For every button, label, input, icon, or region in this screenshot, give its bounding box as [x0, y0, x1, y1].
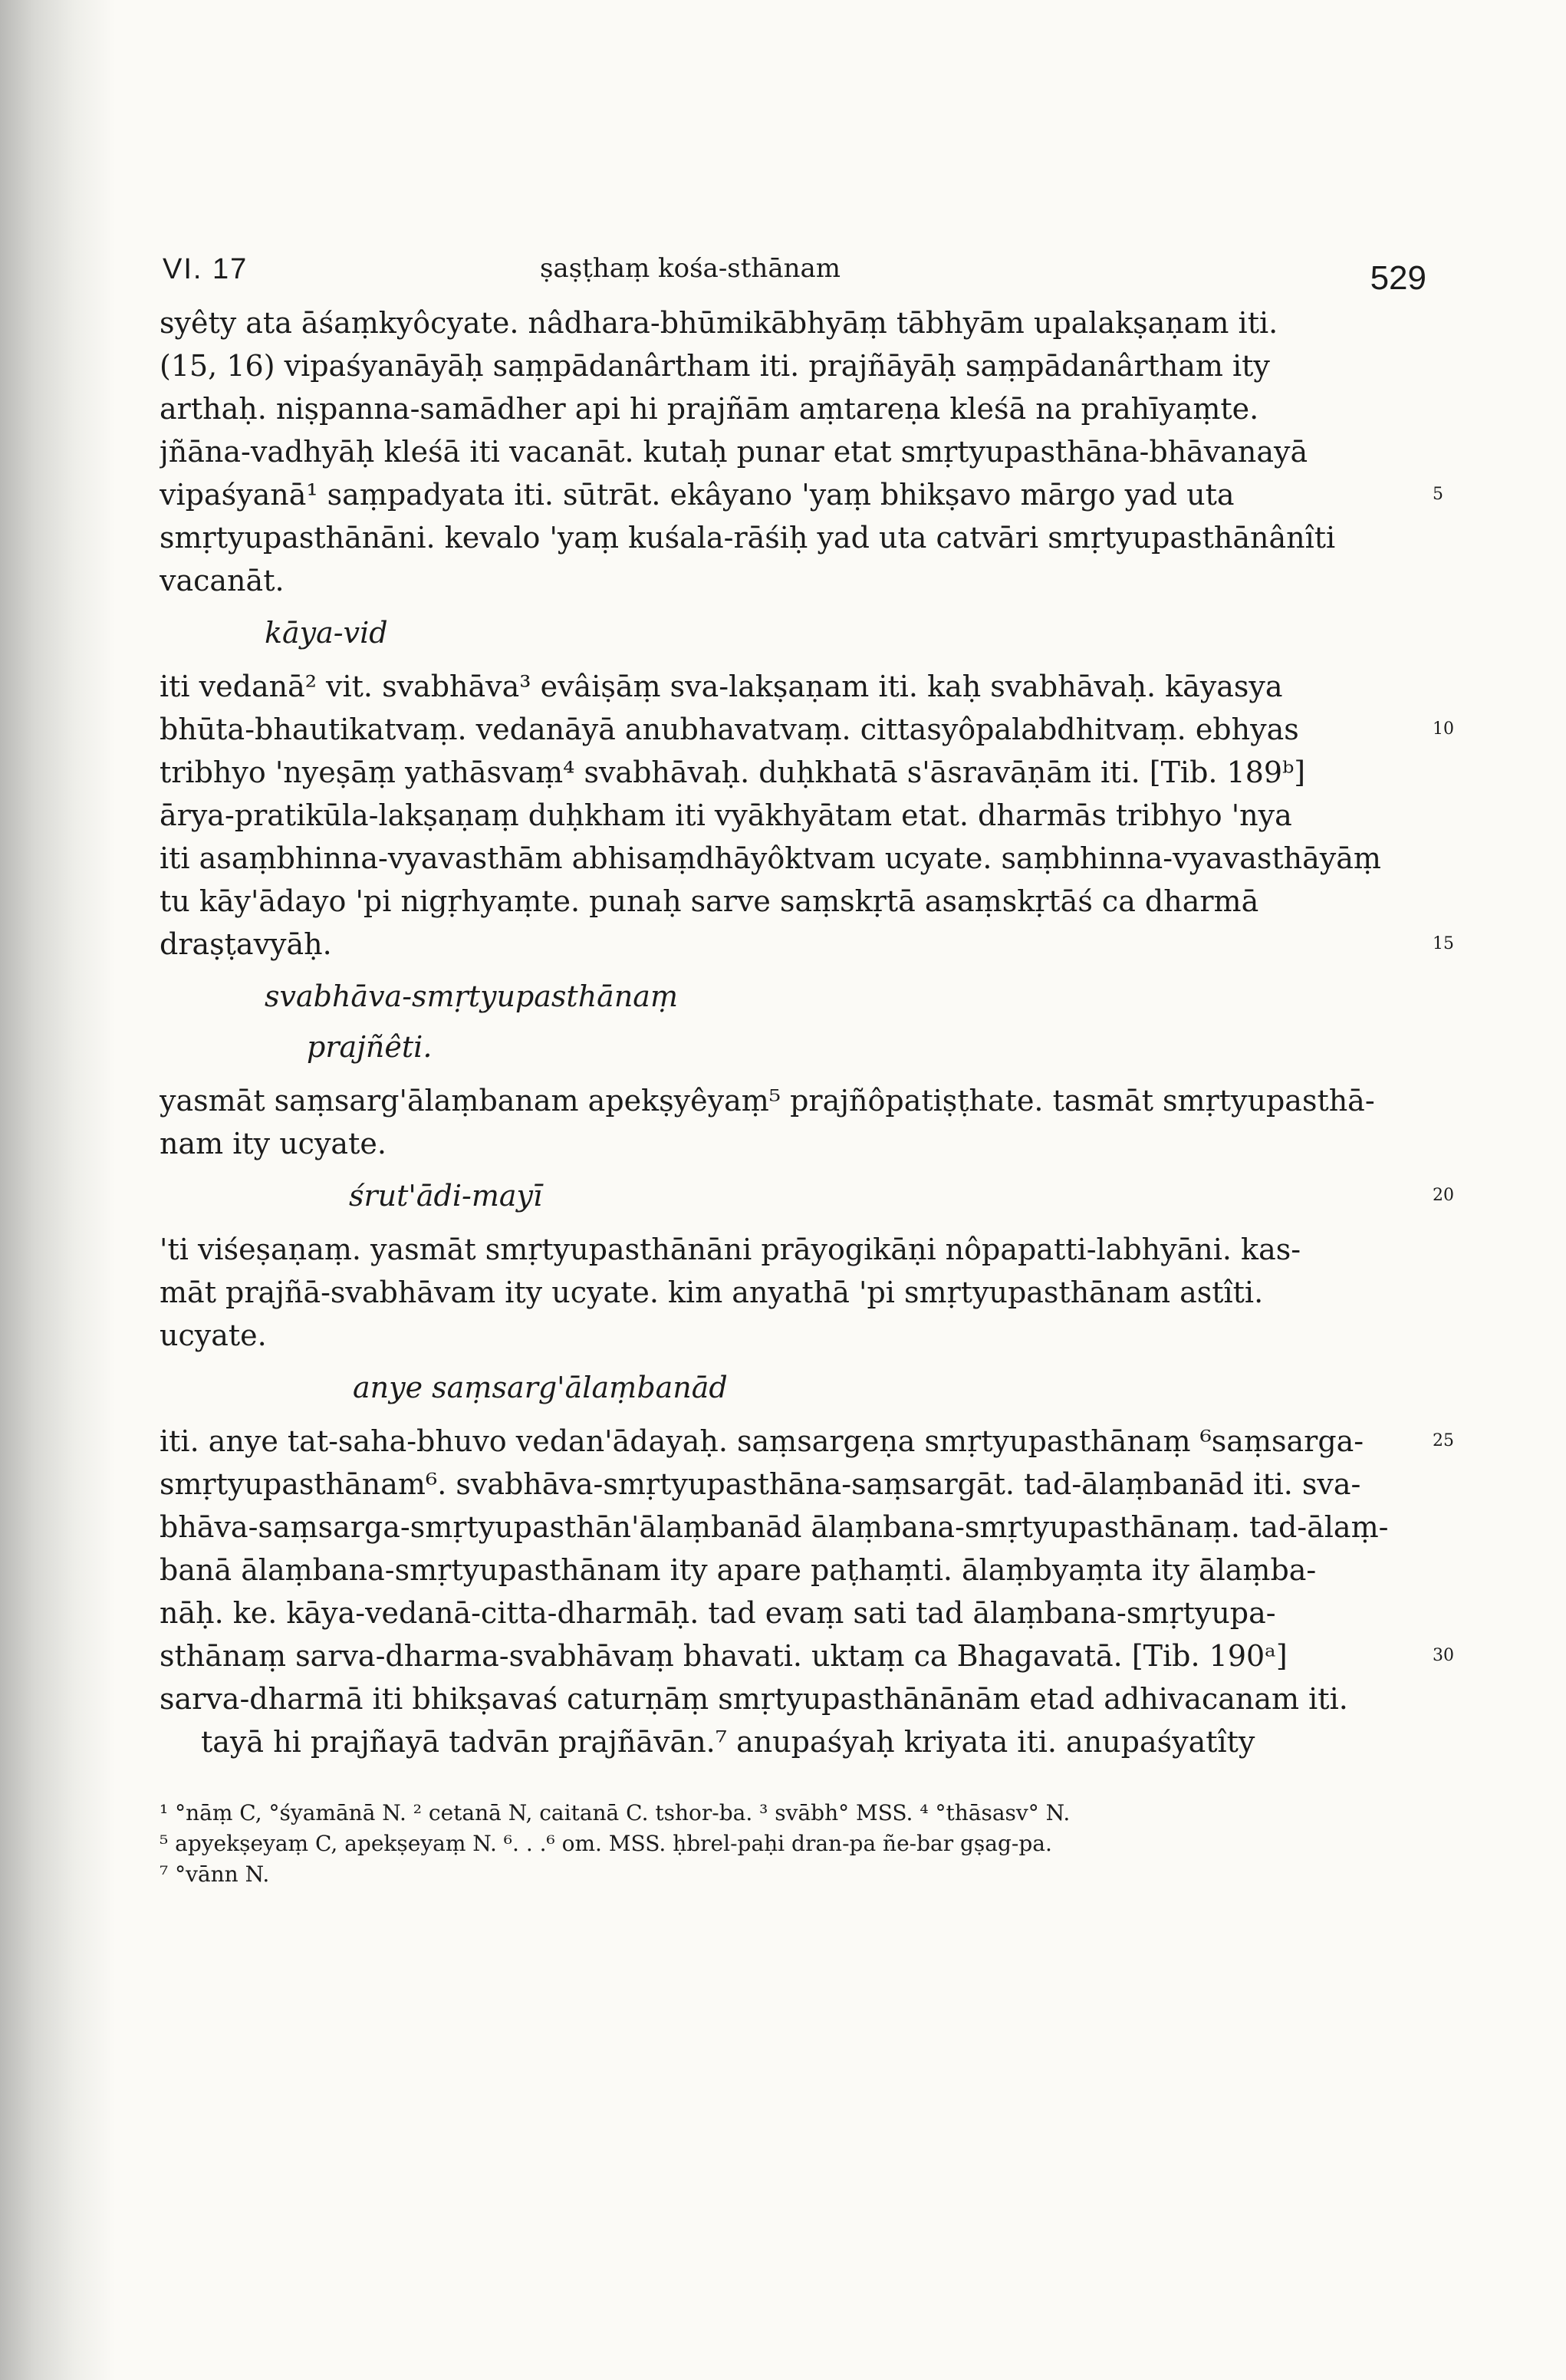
text-line: draṣṭavyāḥ. — [160, 927, 332, 961]
text-line: jñāna-vadhyāḥ kleśā iti vacanāt. kutaḥ punar etat smṛtyupasthāna-bhāvanayā — [160, 435, 1308, 469]
text-line: smṛtyupasthānam⁶. svabhāva-smṛtyupasthāna-saṃsargāt. tad-ālaṃbanād iti. sva- — [160, 1467, 1361, 1501]
text-line: ārya-pratikūla-lakṣaṇaṃ duḥkham iti vyākhyātam etat. dharmās tribhyo 'nya — [160, 798, 1292, 832]
verse-lemma: svabhāva-smṛtyupasthānaṃ — [265, 979, 679, 1013]
footnote: ¹ °nāṃ C, °śyamānā N. ² cetanā N, caitanā C. tshor-ba. ³ svābh° MSS. ⁴ °thāsasv° N. — [160, 1800, 1071, 1825]
text-line: 'ti viśeṣaṇaṃ. yasmāt smṛtyupasthānāni prāyogikāṇi nôpapatti-labhyāni. kas- — [160, 1233, 1301, 1266]
text-line: māt prajñā-svabhāvam ity ucyate. kim anyathā 'pi smṛtyupasthānam astîti. — [160, 1276, 1264, 1309]
verse-lemma: kāya-vid — [265, 616, 388, 650]
page-number: 529 — [1370, 259, 1426, 297]
text-line: ucyate. — [160, 1318, 267, 1352]
verse-lemma: anye saṃsarg'ālaṃbanād — [353, 1371, 728, 1404]
text-line: smṛtyupasthānāni. kevalo 'yaṃ kuśala-rāśiḥ yad uta catvāri smṛtyupasthānânîti — [160, 521, 1336, 555]
text-line: sarva-dharmā iti bhikṣavaś caturṇāṃ smṛtyupasthānānām etad adhivacanam iti. — [160, 1682, 1348, 1716]
margin-line-number: 30 — [1433, 1646, 1454, 1665]
text-line: bhāva-saṃsarga-smṛtyupasthān'ālaṃbanād ālaṃbana-smṛtyupasthānaṃ. tad-ālaṃ- — [160, 1510, 1389, 1544]
text-line: iti. anye tat-saha-bhuvo vedan'ādayaḥ. saṃsargeṇa smṛtyupasthānaṃ ⁶saṃsarga- — [160, 1424, 1364, 1458]
text-line: nam ity ucyate. — [160, 1127, 387, 1160]
chapter-ref: VI. 17 — [163, 253, 248, 285]
text-line: iti vedanā² vit. svabhāva³ evâiṣāṃ sva-lakṣaṇam iti. kaḥ svabhāvaḥ. kāyasya — [160, 670, 1283, 703]
text-line: nāḥ. ke. kāya-vedanā-citta-dharmāḥ. tad evaṃ sati tad ālaṃbana-smṛtyupa- — [160, 1596, 1276, 1630]
running-title: ṣaṣṭhaṃ kośa-sthānam — [539, 253, 841, 284]
text-line: sthānaṃ sarva-dharma-svabhāvaṃ bhavati. uktaṃ ca Bhagavatā. [Tib. 190ᵃ] — [160, 1639, 1288, 1673]
footnote: ⁵ apyekṣeyaṃ C, apekṣeyaṃ N. ⁶. . .⁶ om. MSS. ḥbrel-paḥi dran-pa ñe-bar gṣag-pa. — [160, 1831, 1052, 1856]
margin-line-number: 20 — [1433, 1186, 1454, 1205]
text-line: tribhyo 'nyeṣāṃ yathāsvaṃ⁴ svabhāvaḥ. duḥkhatā s'āsravāṇām iti. [Tib. 189ᵇ] — [160, 755, 1306, 789]
text-line: vipaśyanā¹ saṃpadyata iti. sūtrāt. ekâyano 'yaṃ bhikṣavo mārgo yad uta — [160, 478, 1235, 512]
text-line: tayā hi prajñayā tadvān prajñāvān.⁷ anupaśyaḥ kriyata iti. anupaśyatîty — [201, 1725, 1255, 1759]
text-line: (15, 16) vipaśyanāyāḥ saṃpādanârtham iti. prajñāyāḥ saṃpādanârtham ity — [160, 349, 1270, 383]
verse-lemma: śrut'ādi-mayī — [349, 1179, 543, 1213]
text-line: banā ālaṃbana-smṛtyupasthānam ity apare paṭhaṃti. ālaṃbyaṃta ity ālaṃba- — [160, 1553, 1317, 1587]
text-line: syêty ata āśaṃkyôcyate. nâdhara-bhūmikābhyāṃ tābhyām upalakṣaṇam iti. — [160, 306, 1278, 340]
margin-line-number: 15 — [1433, 934, 1454, 953]
text-line: yasmāt saṃsarg'ālaṃbanam apekṣyêyaṃ⁵ prajñôpatiṣṭhate. tasmāt smṛtyupasthā- — [160, 1084, 1375, 1118]
footnote: ⁷ °vānn N. — [160, 1862, 270, 1887]
text-line: vacanāt. — [160, 564, 285, 597]
verse-lemma: prajñêti. — [307, 1030, 433, 1064]
margin-line-number: 25 — [1433, 1431, 1454, 1450]
scan-shadow — [0, 0, 115, 2380]
margin-line-number: 5 — [1433, 485, 1443, 504]
margin-line-number: 10 — [1433, 719, 1454, 739]
text-line: arthaḥ. niṣpanna-samādher api hi prajñām aṃtareṇa kleśā na prahīyaṃte. — [160, 392, 1259, 426]
text-line: bhūta-bhautikatvaṃ. vedanāyā anubhavatvaṃ. cittasyôpalabdhitvaṃ. ebhyas — [160, 713, 1299, 746]
text-line: tu kāy'ādayo 'pi nigṛhyaṃte. punaḥ sarve saṃskṛtā asaṃskṛtāś ca dharmā — [160, 884, 1259, 918]
text-line: iti asaṃbhinna-vyavasthām abhisaṃdhāyôktvam ucyate. saṃbhinna-vyavasthāyāṃ — [160, 841, 1381, 875]
